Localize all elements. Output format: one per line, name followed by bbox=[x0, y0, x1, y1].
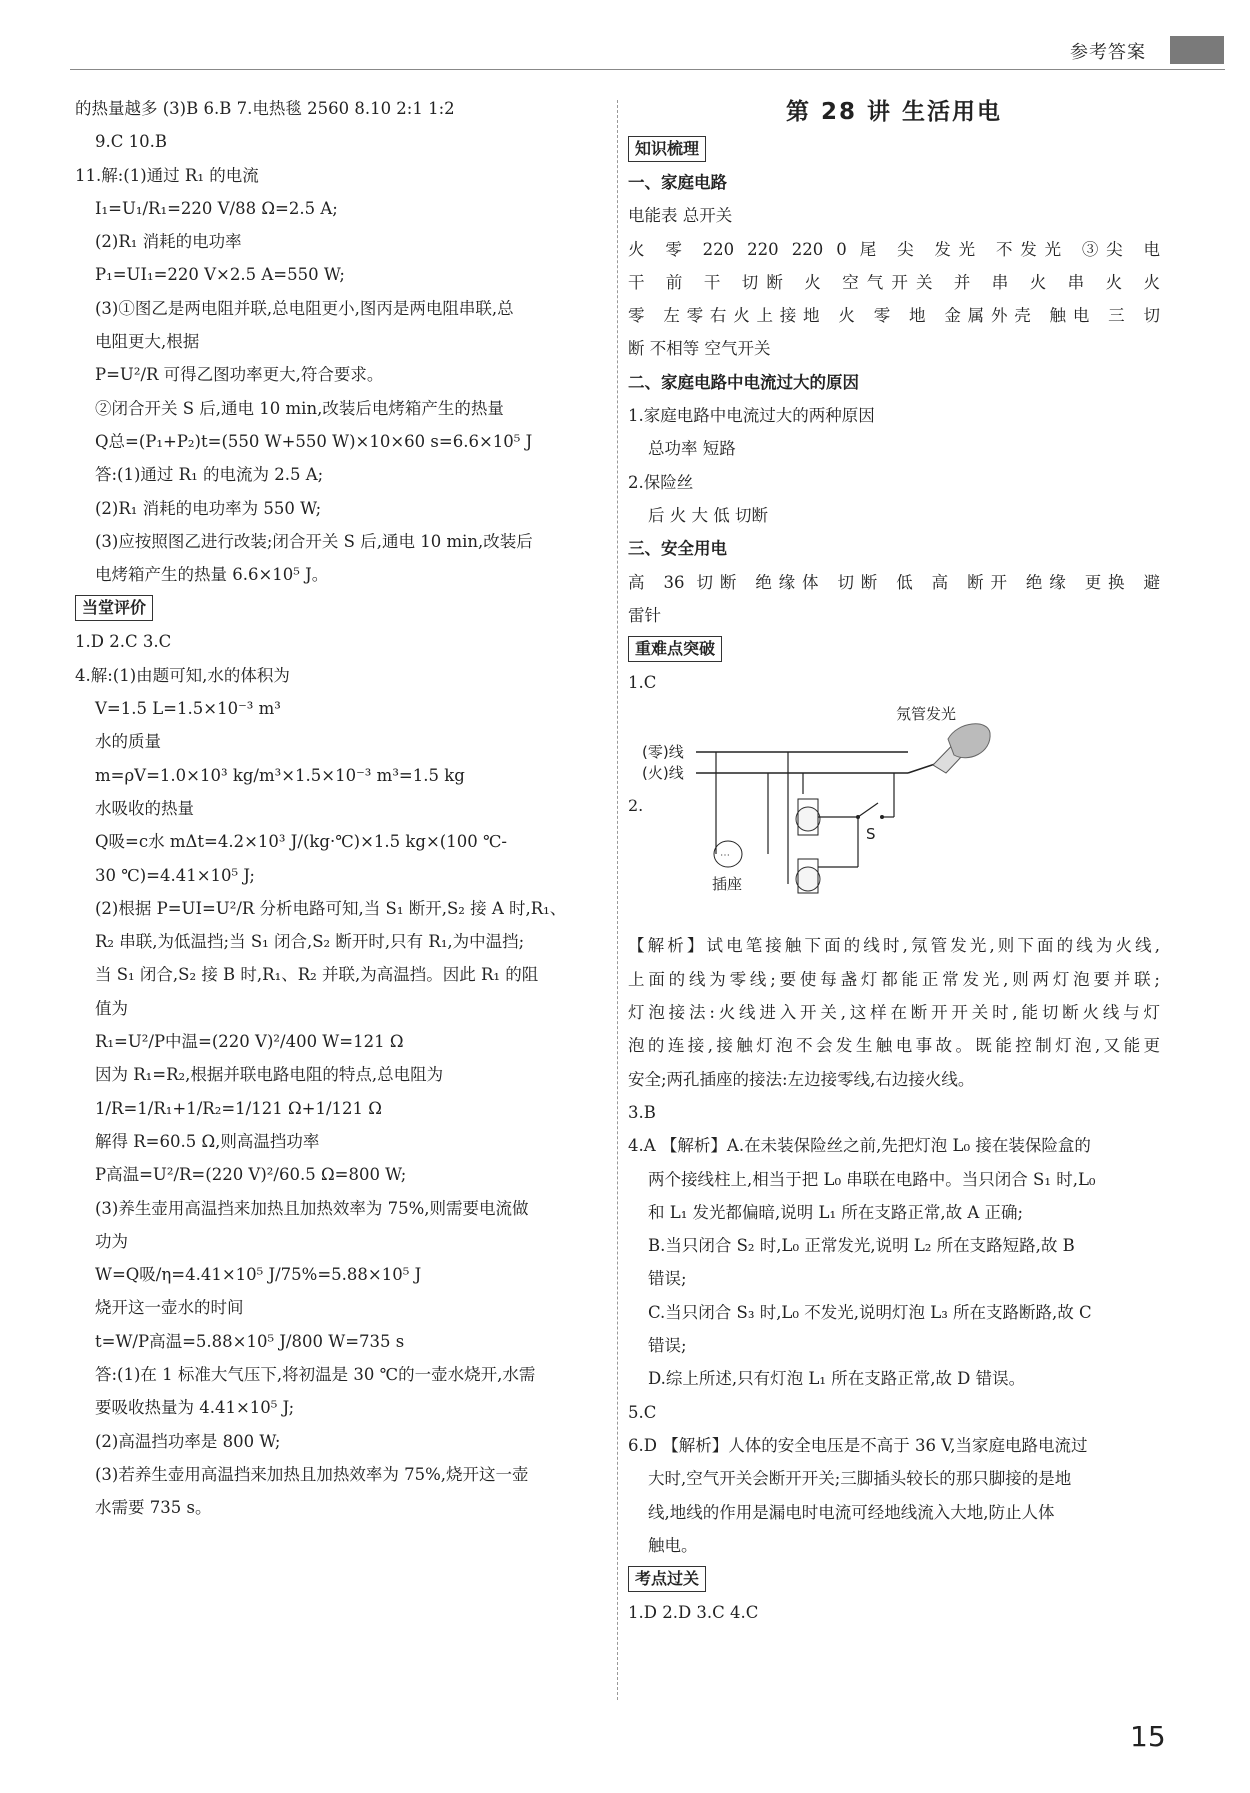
neon-label: 氖管发光 bbox=[896, 705, 957, 724]
left-column bbox=[75, 92, 605, 1524]
analysis-line: 错误; bbox=[648, 1269, 687, 1289]
analysis-line: 4.A 【解析】A.在未装保险丝之前,先把灯泡 L₀ 接在装保险盒的 bbox=[628, 1136, 1091, 1156]
formula-line: Q吸=c水 mΔt=4.2×10³ J/(kg·℃)×1.5 kg×(100 ℃- bbox=[95, 832, 507, 852]
item-number: 2. bbox=[628, 796, 644, 816]
formula-line: Q总=(P₁+P₂)t=(550 W+550 W)×10×60 s=6.6×10⁵ J bbox=[95, 431, 533, 451]
answer-line: 总功率 短路 bbox=[648, 439, 736, 459]
analysis-line: 安全;两孔插座的接法:左边接零线,右边接火线。 bbox=[628, 1069, 975, 1089]
analysis-line: 6.D 【解析】人体的安全电压是不高于 36 V,当家庭电路电流过 bbox=[628, 1435, 1088, 1455]
answer-line: (2)根据 P=UI=U²/R 分析电路可知,当 S₁ 断开,S₂ 接 A 时,R₁、 bbox=[95, 898, 567, 918]
section-heading-key-points: 重难点突破 bbox=[628, 636, 722, 662]
socket-label: 插座 bbox=[712, 875, 743, 894]
answer-line: 当 S₁ 闭合,S₂ 接 B 时,R₁、R₂ 并联,为高温挡。因此 R₁ 的阻 bbox=[95, 965, 539, 985]
answer-line: 2.保险丝 bbox=[628, 472, 694, 492]
analysis-line: 灯泡接法:火线进入开关,这样在断开开关时,能切断火线与灯 bbox=[628, 1003, 1160, 1023]
subheading: 二、家庭电路中电流过大的原因 bbox=[628, 372, 859, 392]
analysis-line: 大时,空气开关会断开开关;三脚插头较长的那只脚接的是地 bbox=[648, 1469, 1072, 1489]
formula-line: P₁=UI₁=220 V×2.5 A=550 W; bbox=[95, 265, 345, 285]
subheading: 一、家庭电路 bbox=[628, 173, 727, 192]
answer-line: 5.C bbox=[628, 1402, 657, 1422]
answer-line: 水的质量 bbox=[95, 732, 161, 752]
answer-line: 雷针 bbox=[628, 605, 661, 625]
answer-line: 水需要 735 s。 bbox=[95, 1498, 212, 1518]
answer-line: 要吸收热量为 4.41×10⁵ J; bbox=[95, 1398, 295, 1418]
subheading: 三、安全用电 bbox=[628, 539, 727, 559]
analysis-line: B.当只闭合 S₂ 时,L₀ 正常发光,说明 L₂ 所在支路短路,故 B bbox=[648, 1236, 1075, 1256]
right-column bbox=[628, 92, 1160, 1629]
answer-line: 因为 R₁=R₂,根据并联电路电阻的特点,总电阻为 bbox=[95, 1065, 444, 1085]
answer-line: 值为 bbox=[95, 998, 128, 1018]
lesson-title: 第 28 讲 生活用电 bbox=[785, 99, 1003, 125]
answer-line: (2)R₁ 消耗的电功率 bbox=[95, 232, 242, 252]
answer-line: 烧开这一壶水的时间 bbox=[95, 1298, 244, 1318]
formula-line: I₁=U₁/R₁=220 V/88 Ω=2.5 A; bbox=[95, 198, 338, 218]
answer-line: (3)①图乙是两电阻并联,总电阻更小,图丙是两电阻串联,总 bbox=[95, 298, 514, 318]
answer-line: 水吸收的热量 bbox=[95, 798, 194, 818]
answer-line: 零 左零右火上接地 火 零 地 金属外壳 触电 三 切 bbox=[628, 306, 1160, 326]
formula-line: R₁=U²/P中温=(220 V)²/400 W=121 Ω bbox=[95, 1032, 404, 1052]
formula-line: P高温=U²/R=(220 V)²/60.5 Ω=800 W; bbox=[95, 1165, 407, 1185]
answer-line: 3.B bbox=[628, 1102, 656, 1122]
live-wire-label: (火)线 bbox=[642, 764, 684, 783]
answer-line: 断 不相等 空气开关 bbox=[628, 339, 771, 359]
answer-line: (3)应按照图乙进行改装;闭合开关 S 后,通电 10 min,改装后 bbox=[95, 531, 533, 551]
header-rule bbox=[70, 69, 1225, 70]
answer-line: 答:(1)在 1 标准大气压下,将初温是 30 ℃的一壶水烧开,水需 bbox=[95, 1364, 536, 1384]
analysis-line: D.综上所述,只有灯泡 L₁ 所在支路正常,故 D 错误。 bbox=[648, 1369, 1026, 1389]
answer-line: R₂ 串联,为低温挡;当 S₁ 闭合,S₂ 断开时,只有 R₁,为中温挡; bbox=[95, 932, 525, 952]
formula-line: 30 ℃)=4.41×10⁵ J; bbox=[95, 865, 255, 885]
svg-text:⋯: ⋯ bbox=[720, 850, 730, 862]
formula-line: t=W/P高温=5.88×10⁵ J/800 W=735 s bbox=[95, 1331, 405, 1351]
formula-line: V=1.5 L=1.5×10⁻³ m³ bbox=[95, 699, 281, 719]
analysis-line: 触电。 bbox=[648, 1535, 698, 1555]
answer-line: 1.家庭电路中电流过大的两种原因 bbox=[628, 406, 875, 426]
answer-line: 高 36 切断 绝缘体 切断 低 高 断开 绝缘 更换 避 bbox=[628, 572, 1160, 592]
wiring-diagram bbox=[628, 699, 1160, 929]
answer-line: (3)养生壶用高温挡来加热且加热效率为 75%,则需要电流做 bbox=[95, 1198, 529, 1218]
answer-line: 11.解:(1)通过 R₁ 的电流 bbox=[75, 165, 259, 185]
switch-label: S bbox=[866, 825, 876, 844]
analysis-line: 和 L₁ 发光都偏暗,说明 L₁ 所在支路正常,故 A 正确; bbox=[648, 1202, 1024, 1222]
answer-line: 功为 bbox=[95, 1231, 128, 1251]
neutral-wire-label: (零)线 bbox=[642, 743, 684, 762]
answer-line: 4.解:(1)由题可知,水的体积为 bbox=[75, 665, 290, 685]
answer-line: 1.C bbox=[628, 673, 657, 693]
analysis-line: C.当只闭合 S₃ 时,L₀ 不发光,说明灯泡 L₃ 所在支路断路,故 C bbox=[648, 1302, 1092, 1322]
answer-line: (2)高温挡功率是 800 W; bbox=[95, 1431, 281, 1451]
formula-line: P=U²/R 可得乙图功率更大,符合要求。 bbox=[95, 365, 384, 385]
header-label: 参考答案 bbox=[1070, 42, 1146, 63]
answer-line: ②闭合开关 S 后,通电 10 min,改装后电烤箱产生的热量 bbox=[95, 398, 504, 418]
switch-blade bbox=[858, 803, 878, 817]
answer-line: (3)若养生壶用高温挡来加热且加热效率为 75%,烧开这一壶 bbox=[95, 1464, 529, 1484]
answer-line: 电能表 总开关 bbox=[628, 206, 733, 226]
bulb-icon bbox=[796, 807, 820, 831]
answer-line: 1.D 2.D 3.C 4.C bbox=[628, 1603, 759, 1623]
analysis-line: 线,地线的作用是漏电时电流可经地线流入大地,防止人体 bbox=[648, 1502, 1055, 1522]
formula-line: 1/R=1/R₁+1/R₂=1/121 Ω+1/121 Ω bbox=[95, 1098, 382, 1118]
answer-line: 9.C 10.B bbox=[95, 132, 167, 152]
column-divider bbox=[617, 100, 618, 1700]
analysis-line: 泡的连接,接触灯泡不会发生触电事故。既能控制灯泡,又能更 bbox=[628, 1036, 1160, 1056]
test-pen-icon bbox=[933, 724, 990, 773]
answer-line: 的热量越多 (3)B 6.B 7.电热毯 2560 8.10 2:1 1:2 bbox=[75, 99, 455, 118]
section-heading-checkpoint: 考点过关 bbox=[628, 1566, 706, 1592]
answer-line: 1.D 2.C 3.C bbox=[75, 632, 172, 652]
formula-line: W=Q吸/η=4.41×10⁵ J/75%=5.88×10⁵ J bbox=[95, 1265, 422, 1285]
answer-line: 电阻更大,根据 bbox=[95, 332, 200, 352]
page-number: 15 bbox=[1130, 1720, 1166, 1753]
wiring-diagram-svg bbox=[628, 699, 1160, 929]
section-heading-knowledge: 知识梳理 bbox=[628, 136, 706, 162]
analysis-line: 上面的线为零线;要使每盏灯都能正常发光,则两灯泡要并联; bbox=[628, 969, 1160, 989]
analysis-line: 两个接线柱上,相当于把 L₀ 串联在电路中。当只闭合 S₁ 时,L₀ bbox=[648, 1169, 1096, 1189]
header-tab-decoration bbox=[1170, 36, 1224, 64]
answer-line: 干 前 干 切断 火 空气开关 并 串 火 串 火 火 bbox=[628, 272, 1160, 292]
answer-line: (2)R₁ 消耗的电功率为 550 W; bbox=[95, 498, 322, 518]
answer-line: 火 零 220 220 220 0 尾 尖 发光 不发光 ③尖 电 bbox=[628, 239, 1160, 259]
section-heading-class-evaluation: 当堂评价 bbox=[75, 595, 153, 621]
formula-line: m=ρV=1.0×10³ kg/m³×1.5×10⁻³ m³=1.5 kg bbox=[95, 765, 465, 785]
answer-line: 电烤箱产生的热量 6.6×10⁵ J。 bbox=[95, 565, 329, 585]
analysis-line: 错误; bbox=[648, 1336, 687, 1356]
bulb-icon bbox=[796, 867, 820, 891]
answer-line: 后 火 大 低 切断 bbox=[648, 505, 768, 525]
analysis-line: 【解析】试电笔接触下面的线时,氖管发光,则下面的线为火线, bbox=[628, 936, 1160, 956]
answer-line: 解得 R=60.5 Ω,则高温挡功率 bbox=[95, 1131, 320, 1151]
answer-line: 答:(1)通过 R₁ 的电流为 2.5 A; bbox=[95, 465, 324, 485]
